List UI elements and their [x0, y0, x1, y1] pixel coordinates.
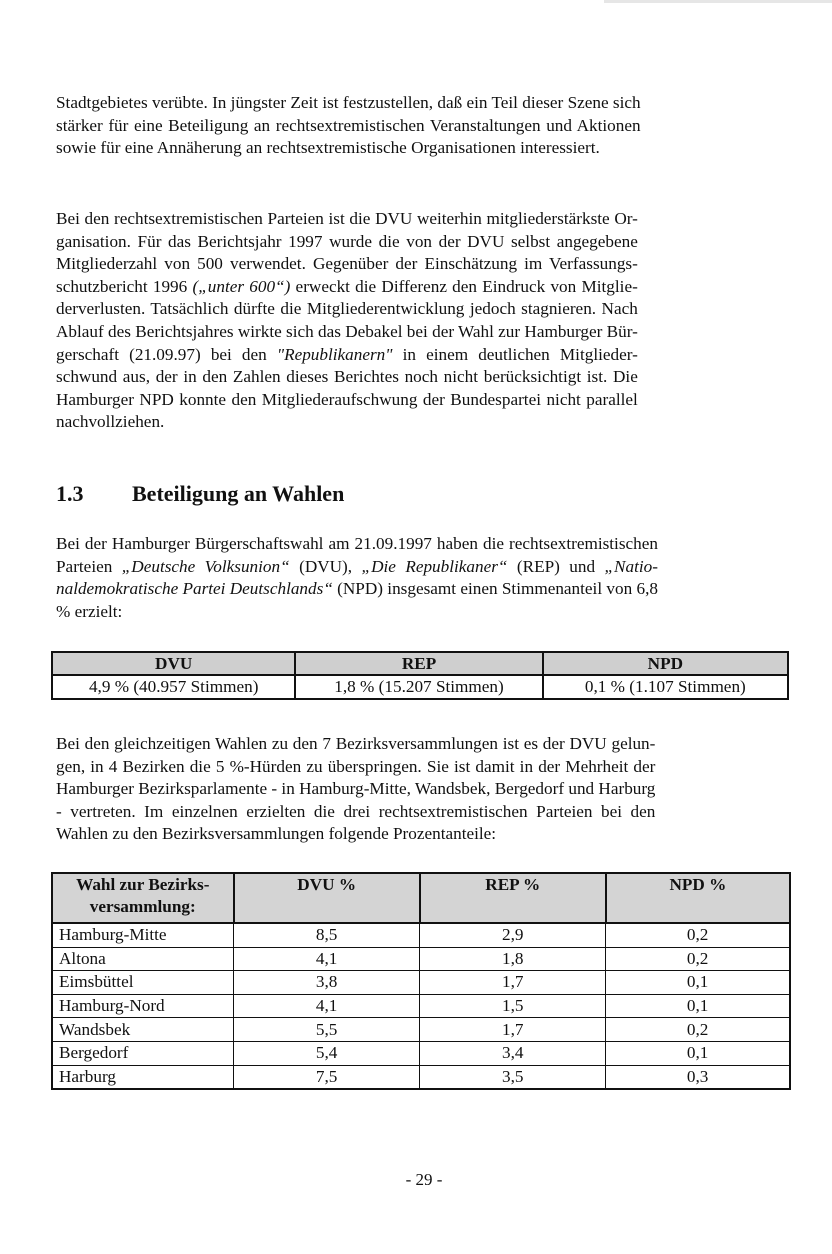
- paragraph-election: [56, 533, 658, 623]
- district-name: Hamburg-Nord: [52, 994, 234, 1018]
- text-line: schwund aus, der in den Zahlen dieses Berichtes noch nicht berücksichtigt ist. Die: [56, 367, 638, 387]
- table-cell: 0,1: [606, 994, 790, 1018]
- table-row: [52, 971, 790, 995]
- results-table-bezirke: [51, 872, 791, 1090]
- table-cell: 4,1: [234, 947, 420, 971]
- table-cell: 1,8 % (15.207 Stimmen): [295, 675, 542, 699]
- table-cell: 5,5: [234, 1018, 420, 1042]
- column-header-npd: NPD %: [606, 873, 790, 923]
- text-line: gerschaft (21.09.97) bei den "Republikanern" in einem deutlichen Mitglieder-: [56, 344, 638, 364]
- text-line: Parteien „Deutsche Volksunion“ (DVU), „Die Republikaner“ (REP) und „Natio-: [56, 556, 658, 576]
- results-table-buergerschaft: [51, 651, 789, 700]
- table-header-row: [52, 873, 790, 923]
- district-name: Harburg: [52, 1065, 234, 1089]
- table-row: [52, 994, 790, 1018]
- party-name-npd: „Natio-: [604, 556, 658, 576]
- table-cell: 0,3: [606, 1065, 790, 1089]
- table-row: [52, 1041, 790, 1065]
- text-line: Stadtgebietes verübte. In jüngster Zeit ist festzustellen, daß ein Teil dieser Szene sich: [56, 93, 641, 112]
- text-line: Hamburger Bezirksparlamente - in Hamburg-Mitte, Wandsbek, Bergedorf und Harburg: [56, 779, 656, 799]
- text-line: nachvollziehen.: [56, 412, 165, 432]
- page-number: - 29 -: [405, 1170, 443, 1189]
- table-cell: 2,9: [420, 923, 606, 947]
- scan-edge-line: [604, 0, 832, 3]
- table-row: [52, 675, 788, 699]
- column-header-npd: NPD: [543, 652, 788, 675]
- paragraph-scene: [56, 92, 641, 160]
- table-cell: 4,1: [234, 994, 420, 1018]
- table-cell: 0,1 % (1.107 Stimmen): [543, 675, 788, 699]
- table-row: [52, 1065, 790, 1089]
- table-cell: 1,7: [420, 1018, 606, 1042]
- paragraph-membership: [56, 208, 638, 434]
- district-name: Wandsbek: [52, 1018, 234, 1042]
- paragraph-districts: [56, 733, 655, 846]
- district-name: Eimsbüttel: [52, 971, 234, 995]
- table-cell: 3,4: [420, 1041, 606, 1065]
- section-title: Beteiligung an Wahlen: [132, 481, 345, 506]
- text-line: - vertreten. Im einzelnen erzielten die drei rechtsextremistischen Parteien bei den: [56, 801, 656, 821]
- column-header-bezirk: Wahl zur Bezirks- versammlung:: [52, 873, 234, 923]
- table-cell: 0,2: [606, 923, 790, 947]
- table-cell: 3,8: [234, 971, 420, 995]
- table-cell: 4,9 % (40.957 Stimmen): [52, 675, 295, 699]
- column-header-dvu: DVU: [52, 652, 295, 675]
- table-cell: 7,5: [234, 1065, 420, 1089]
- table-cell: 1,7: [420, 971, 606, 995]
- table-cell: 0,1: [606, 1041, 790, 1065]
- column-header-dvu: DVU %: [234, 873, 420, 923]
- text-line: Mitgliederzahl von 500 verwendet. Gegenüber der Einschätzung im Verfassungs-: [56, 254, 638, 274]
- table-cell: 1,8: [420, 947, 606, 971]
- text-line: % erzielt:: [56, 601, 123, 621]
- section-number: 1.3: [56, 481, 84, 506]
- table-cell: 5,4: [234, 1041, 420, 1065]
- text-line: sowie für eine Annäherung an rechtsextremistische Organisationen interessiert.: [56, 138, 600, 158]
- quote-republikanern: "Republikanern": [276, 344, 393, 364]
- district-name: Bergedorf: [52, 1041, 234, 1065]
- text-line: Hamburger NPD konnte den Mitgliederaufschwung der Bundespartei nicht parallel: [56, 389, 638, 409]
- text-line: Bei der Hamburger Bürgerschaftswahl am 21.09.1997 haben die rechtsextremistischen: [56, 534, 658, 553]
- text-line: stärker für eine Beteiligung an rechtsextremistischen Veranstaltungen und Aktionen: [56, 115, 641, 135]
- table-cell: 3,5: [420, 1065, 606, 1089]
- district-name: Altona: [52, 947, 234, 971]
- table-header-row: [52, 652, 788, 675]
- table-row: [52, 1018, 790, 1042]
- party-name-dvu: „Deutsche Volksunion“: [121, 556, 290, 576]
- table-row: [52, 947, 790, 971]
- text-line: derverlusten. Tatsächlich dürfte die Mitgliederentwicklung jedoch stagnieren. Nach: [56, 299, 638, 319]
- table-cell: 1,5: [420, 994, 606, 1018]
- column-header-rep: REP %: [420, 873, 606, 923]
- table-cell: 0,2: [606, 1018, 790, 1042]
- text-line: ganisation. Für das Berichtsjahr 1997 wurde die von der DVU selbst angegebene: [56, 231, 638, 251]
- text-line: Wahlen zu den Bezirksversammlungen folgende Prozentanteile:: [56, 824, 497, 844]
- text-line: schutzbericht 1996 („unter 600“) erweckt die Differenz den Eindruck von Mitglie-: [56, 276, 638, 296]
- party-name-rep: „Die Republikaner“: [361, 556, 508, 576]
- text-line: naldemokratische Partei Deutschlands“ (NPD) insgesamt einen Stimmenanteil von 6,8: [56, 579, 658, 599]
- table-cell: 0,2: [606, 947, 790, 971]
- table-cell: 8,5: [234, 923, 420, 947]
- text-line: gen, in 4 Bezirken die 5 %-Hürden zu überspringen. Sie ist damit in der Mehrheit der: [56, 756, 656, 776]
- party-name-npd-cont: naldemokratische Partei Deutschlands“: [56, 579, 333, 599]
- district-name: Hamburg-Mitte: [52, 923, 234, 947]
- table-cell: 0,1: [606, 971, 790, 995]
- text-line: Ablauf des Berichtsjahres wirkte sich das Debakel bei der Wahl zur Hamburger Bür-: [56, 321, 638, 341]
- column-header-rep: REP: [295, 652, 542, 675]
- table-row: [52, 923, 790, 947]
- quote-unter-600: („unter 600“): [192, 276, 291, 296]
- section-heading: [56, 481, 344, 507]
- text-line: Bei den gleichzeitigen Wahlen zu den 7 Bezirksversammlungen ist es der DVU gelun-: [56, 734, 656, 753]
- text-line: Bei den rechtsextremistischen Parteien ist die DVU weiterhin mitgliederstärkste Or-: [56, 209, 638, 228]
